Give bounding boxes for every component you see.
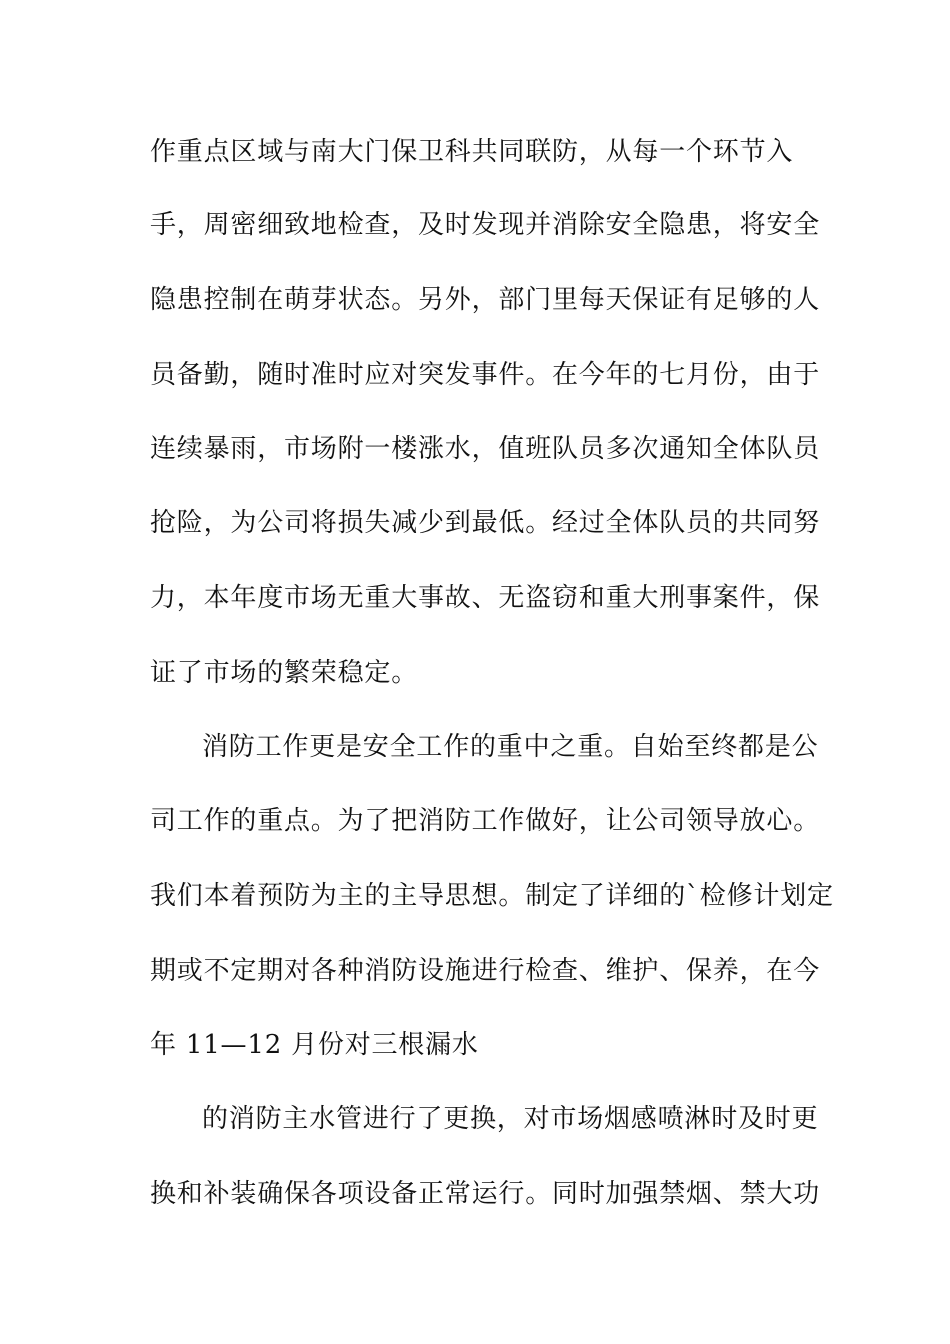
text-line: 司工作的重点。为了把消防工作做好，让公司领导放心。 [150,806,821,836]
text-line: 力，本年度市场无重大事故、无盗窃和重大刑事案件，保 [150,583,821,613]
text-line: 我们本着预防为主的主导思想。制定了详细的`检修计划定 [150,881,834,911]
text-line: 手，周密细致地检查，及时发现并消除安全隐患，将安全 [150,210,821,240]
paragraph-first-line: 消防工作更是安全工作的重中之重。自始至终都是公 [202,732,819,762]
text-line: 员备勤，随时准时应对突发事件。在今年的七月份，由于 [150,360,821,390]
text-line: 换和补装确保各项设备正常运行。同时加强禁烟、禁大功 [150,1179,821,1209]
text-line: 期或不定期对各种消防设施进行检查、维护、保养，在今 [150,956,821,986]
text-line: 年 11—12 月份对三根漏水 [150,1030,479,1060]
text-line: 作重点区域与南大门保卫科共同联防，从每一个环节入 [150,137,794,167]
text-line: 证了市场的繁荣稳定。 [150,658,419,688]
text-line: 连续暴雨，市场附一楼涨水，值班队员多次通知全体队员 [150,434,821,464]
text-line: 抢险，为公司将损失减少到最低。经过全体队员的共同努 [150,508,821,538]
paragraph-first-line: 的消防主水管进行了更换，对市场烟感喷淋时及时更 [202,1104,819,1134]
text-line: 隐患控制在萌芽状态。另外，部门里每天保证有足够的人 [150,285,821,315]
